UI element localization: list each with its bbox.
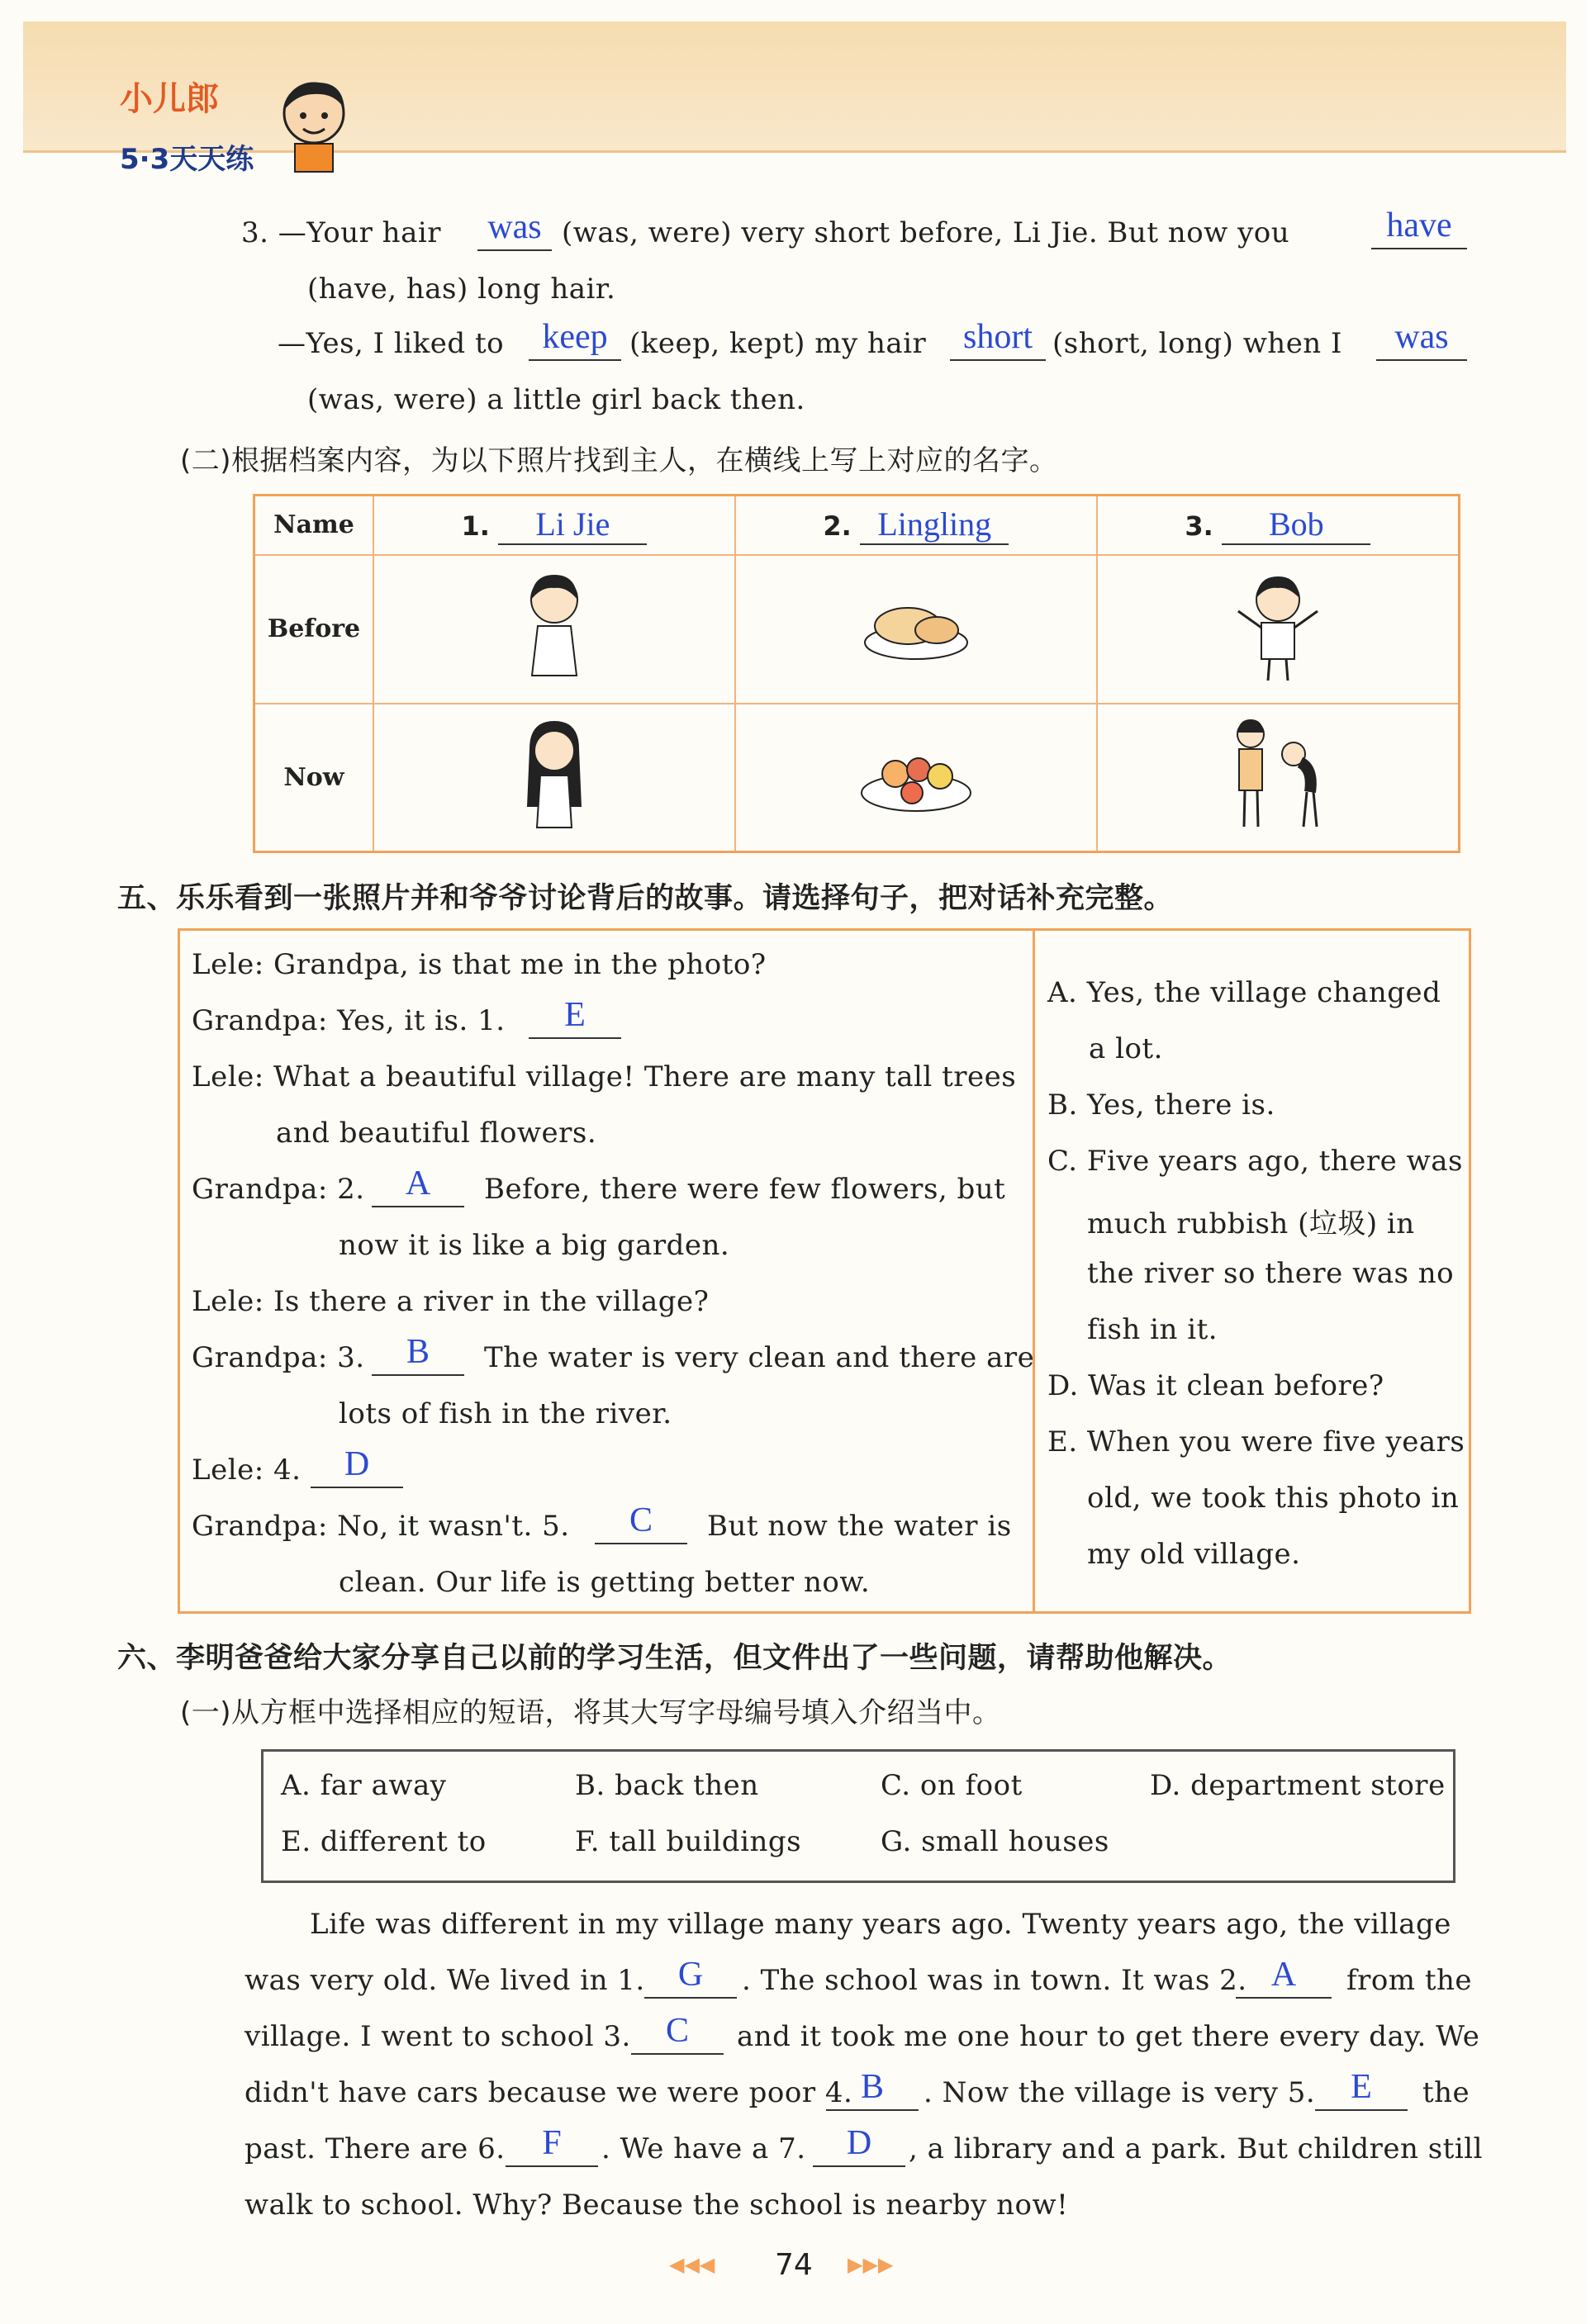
logo: 小儿郎 [120,80,219,118]
passage-seg-4: from the [1346,1964,1473,1997]
dialog-line-8: Lele: Is there a river in the village? [192,1285,710,1318]
boy-waving-icon [1228,568,1327,684]
phrase-d: D. department store [1150,1769,1446,1802]
before-photo-2 [735,555,1097,704]
q3-answer-4: short [950,318,1046,361]
now-photo-2 [735,704,1097,852]
dialog-answer-1: E [529,996,621,1039]
passage-seg-8: . Now the village is very 5. [924,2076,1316,2109]
q3-line3-pre: —Yes, I liked to [278,327,505,360]
bread-plate-icon [858,585,974,667]
passage-seg-10: past. There are 6. [245,2132,506,2165]
passage-answer-5: E [1315,2068,1408,2111]
dialog-line-13: Grandpa: No, it wasn't. 5. [192,1510,570,1543]
option-line-9: E. When you were five years [1047,1425,1465,1458]
dialog-line-6: Before, there were few flowers, but [484,1173,1006,1206]
name-num-3: 3. [1185,510,1213,543]
option-line-5: much rubbish (垃圾) in [1087,1207,1415,1240]
phrase-b: B. back then [575,1769,759,1802]
name-cell-1 [373,496,735,555]
passage-line-1: Life was different in my village many years ago. Twenty years ago, the village [310,1908,1451,1941]
q3-answer-5: was [1376,318,1467,361]
q3-line1-pre: 3. —Your hair [241,216,441,249]
passage-answer-7: D [813,2124,905,2167]
phrase-e: E. different to [281,1825,487,1858]
option-line-8: D. Was it clean before? [1047,1369,1384,1402]
page-number: 74 [775,2248,813,2282]
q3-answer-2: have [1371,206,1467,249]
dialog-line-15: clean. Our life is getting better now. [339,1566,871,1599]
dialog-line-2: Grandpa: Yes, it is. 1. [192,1004,506,1037]
passage-seg-9: the [1422,2076,1470,2109]
passage-seg-12: , a library and a park. But children still [909,2132,1483,2165]
dialog-line-4: and beautiful flowers. [276,1117,597,1150]
now-photo-3 [1097,704,1460,852]
section6-instruction: (一)从方框中选择相应的短语，将其大写字母编号填入介绍当中。 [180,1696,1001,1729]
dialog-divider [1033,928,1035,1611]
dialog-line-10: The water is very clean and there are [484,1341,1035,1374]
option-line-4: C. Five years ago, there was [1047,1145,1463,1178]
dialog-line-11: lots of fish in the river. [339,1397,672,1430]
before-photo-1 [373,555,735,704]
dialog-line-14: But now the water is [707,1510,1012,1543]
row-label-name: Name [254,496,374,555]
option-line-7: fish in it. [1087,1313,1218,1346]
boy-mascot-icon [277,76,351,175]
option-line-10: old, we took this photo in [1087,1482,1460,1515]
phrase-g: G. small houses [881,1825,1109,1858]
passage-answer-1: G [644,1956,737,1999]
girl-short-hair-icon [517,568,591,684]
header-band [23,21,1566,153]
now-photo-1 [373,704,735,852]
q3-line3-mid2: (short, long) when I [1052,327,1342,360]
dialog-line-9: Grandpa: 3. [192,1341,365,1374]
q3-line1-opts: (was, were) very short before, Li Jie. But now you [562,216,1290,249]
prev-arrows-icon: ◀◀◀ [669,2253,715,2276]
name-num-2: 2. [823,510,852,543]
name-cell-2 [735,496,1097,555]
phrase-f: F. tall buildings [575,1825,802,1858]
before-photo-3 [1097,555,1460,704]
q3-line4: (was, were) a little girl back then. [307,383,805,416]
dialog-answer-2: A [372,1164,464,1207]
passage-seg-6: and it took me one hour to get there every day. We [737,2020,1480,2053]
passage-seg-7: didn't have cars because we were poor 4. [245,2076,853,2109]
passage-seg-3: . The school was in town. It was 2. [742,1964,1247,1997]
passage-answer-3: C [631,2012,724,2055]
next-arrows-icon: ▶▶▶ [848,2253,894,2276]
profile-table [253,494,1460,853]
fruit-plate-icon [854,728,978,819]
q3-line2: (have, has) long hair. [307,273,616,306]
passage-seg-2: was very old. We lived in 1. [245,1964,645,1997]
dialog-line-12: Lele: 4. [192,1454,302,1487]
row-label-before: Before [254,555,374,704]
q3-answer-3: keep [529,318,621,361]
option-line-2: a lot. [1089,1032,1163,1065]
girl-long-hair-icon [517,716,591,832]
option-line-1: A. Yes, the village changed [1047,976,1441,1009]
dialog-answer-4: D [311,1445,403,1488]
name-answer-2: Lingling [860,505,1009,545]
name-num-1: 1. [461,510,490,543]
passage-answer-4: B [826,2068,919,2111]
dialog-line-1: Lele: Grandpa, is that me in the photo? [192,948,767,981]
passage-answer-6: F [506,2124,598,2167]
phrase-a: A. far away [281,1769,447,1802]
dialog-answer-3: B [372,1333,464,1376]
option-line-11: my old village. [1087,1538,1301,1571]
passage-seg-13: walk to school. Why? Because the school is nearby now! [245,2189,1069,2222]
dialog-answer-5: C [595,1501,687,1544]
dialog-line-5: Grandpa: 2. [192,1173,365,1206]
name-answer-3: Bob [1222,505,1370,545]
series-title: 5·3天天练 [120,143,254,176]
phrase-c: C. on foot [881,1769,1023,1802]
section6-title: 六、李明爸爸给大家分享自己以前的学习生活，但文件出了一些问题，请帮助他解决。 [117,1642,1232,1675]
passage-answer-2: A [1236,1956,1332,1999]
row-label-now: Now [254,704,374,852]
q3-line3-mid1: (keep, kept) my hair [629,327,927,360]
name-answer-1: Li Jie [498,505,647,545]
boy-bowing-to-teacher-icon [1224,716,1332,832]
passage-seg-5: village. I went to school 3. [245,2020,631,2053]
dialog-line-7: now it is like a big garden. [339,1229,730,1262]
option-line-6: the river so there was no [1087,1257,1455,1290]
section5-title: 五、乐乐看到一张照片并和爷爷讨论背后的故事。请选择句子，把对话补充完整。 [117,882,1174,915]
passage-seg-11: . We have a 7. [601,2132,806,2165]
dialog-line-3: Lele: What a beautiful village! There are many tall trees [192,1060,1017,1093]
option-line-3: B. Yes, there is. [1047,1088,1275,1122]
part2-instruction: (二)根据档案内容，为以下照片找到主人，在横线上写上对应的名字。 [180,444,1058,477]
name-cell-3 [1097,496,1460,555]
q3-answer-1: was [477,208,552,251]
